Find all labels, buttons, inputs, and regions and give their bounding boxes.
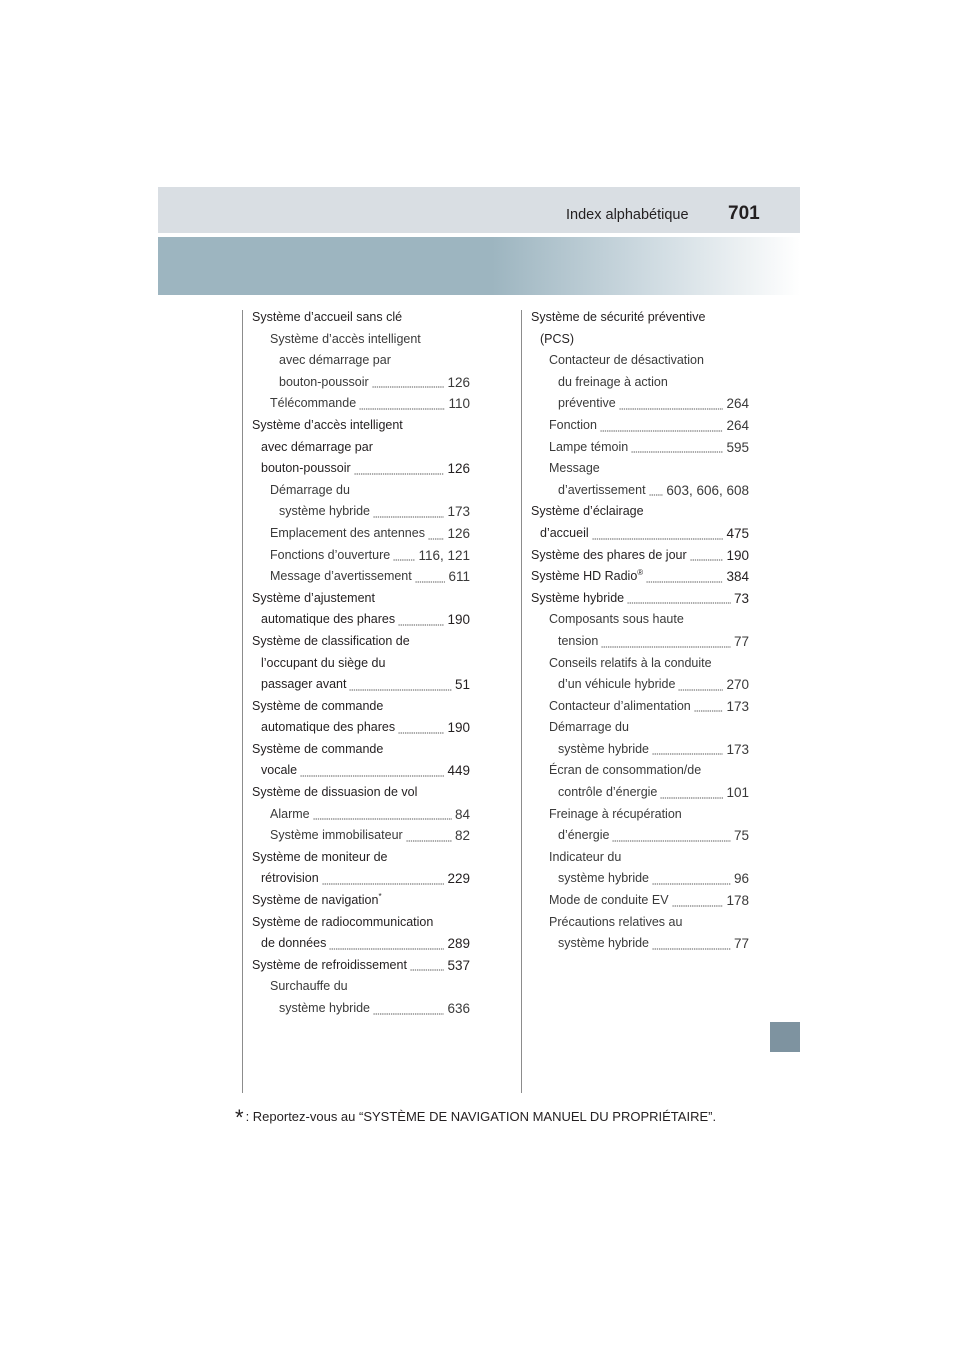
dot-leader	[349, 689, 452, 691]
index-entry-text: contrôle d’énergie	[558, 785, 658, 800]
index-entry-text: d’un véhicule hybride	[558, 677, 676, 692]
index-column-right	[531, 307, 749, 955]
index-entry-page: 190	[446, 609, 470, 631]
index-entry-text: Écran de consommation/de	[549, 763, 702, 778]
index-entry-text: système hybride	[558, 741, 650, 756]
index-entry	[531, 523, 749, 545]
index-entry-page: 537	[446, 955, 470, 977]
index-entry-text: Système de commande	[252, 698, 384, 713]
index-entry	[531, 372, 749, 394]
index-entry-page: 384	[725, 566, 749, 588]
index-entry	[531, 868, 749, 890]
index-entry-text: Système de commande	[252, 741, 384, 756]
footnote-text: : Reportez-vous au “SYSTÈME DE NAVIGATION MANUEL DU PROPRIÉTAIRE”.	[245, 1109, 717, 1124]
index-entry-text: Conseils relatifs à la conduite	[549, 655, 712, 670]
dot-leader	[652, 753, 723, 755]
dot-leader	[373, 1013, 444, 1015]
index-entry-text: Système des phares de jour	[531, 547, 687, 562]
index-entry-text: Système d’éclairage	[531, 504, 644, 519]
index-entry-page: 126	[446, 523, 470, 545]
index-entry-text: Système de navigation*	[252, 891, 382, 908]
index-entry-page: 84	[454, 804, 470, 826]
index-entry-text: automatique des phares	[261, 720, 396, 735]
index-entry	[531, 480, 749, 502]
index-entry	[531, 674, 749, 696]
index-entry	[252, 912, 470, 934]
index-entry-text: Système d’accès intelligent	[270, 331, 421, 346]
index-entry	[252, 501, 470, 523]
index-entry-page: 116, 121	[417, 545, 470, 567]
index-entry-page: 173	[725, 696, 749, 718]
index-entry-page: 82	[454, 825, 470, 847]
index-entry-text: Contacteur de désactivation	[549, 353, 704, 368]
index-entry-text: Mode de conduite EV	[549, 893, 669, 908]
index-entry-text: Alarme	[270, 806, 310, 821]
index-entry-text: Système immobilisateur	[270, 828, 403, 843]
index-entry-page: 73	[733, 588, 749, 610]
index-entry	[531, 912, 749, 934]
index-entry	[531, 307, 749, 329]
dot-leader	[329, 948, 444, 950]
index-entry-page: 449	[446, 760, 470, 782]
decorative-gradient-band	[158, 237, 800, 295]
index-entry-text: Système de dissuasion de vol	[252, 785, 418, 800]
index-entry-text: Message	[549, 461, 600, 476]
index-entry	[252, 890, 470, 912]
index-entry	[252, 674, 470, 696]
index-entry-text: Système de classification de	[252, 633, 410, 648]
index-entry	[531, 545, 749, 567]
index-entry	[531, 782, 749, 804]
dot-leader	[627, 602, 731, 604]
index-entry-page: 595	[725, 437, 749, 459]
index-entry-text: automatique des phares	[261, 612, 396, 627]
dot-leader	[354, 473, 444, 475]
section-title: Index alphabétique	[566, 207, 689, 223]
index-entry-text: vocale	[261, 763, 298, 778]
index-entry-text: (PCS)	[540, 331, 575, 346]
header-band	[158, 187, 800, 233]
index-entry	[252, 350, 470, 372]
index-entry	[531, 501, 749, 523]
dot-leader	[300, 775, 444, 777]
index-entry-text: Système d’accès intelligent	[252, 417, 403, 432]
index-entry-text: Précautions relatives au	[549, 914, 683, 929]
index-entry-text: Démarrage du	[549, 720, 629, 735]
index-column-left	[252, 307, 470, 1020]
index-entry	[252, 437, 470, 459]
dot-leader	[373, 516, 444, 518]
index-entry-text: préventive	[558, 396, 616, 411]
index-entry	[531, 437, 749, 459]
index-entry	[531, 760, 749, 782]
index-entry-page: 270	[725, 674, 749, 696]
index-entry	[252, 782, 470, 804]
index-entry	[252, 393, 470, 415]
dot-leader	[619, 408, 723, 410]
index-entry-text: d’énergie	[558, 828, 610, 843]
footnote-marker: *	[235, 1105, 244, 1130]
dot-leader	[410, 969, 444, 971]
index-entry	[531, 890, 749, 912]
index-entry	[252, 480, 470, 502]
index-entry-page: 264	[725, 393, 749, 415]
section-thumb-tab	[770, 1022, 800, 1052]
index-entry-page: 611	[447, 566, 470, 588]
dot-leader	[631, 451, 723, 453]
dot-leader	[600, 430, 723, 432]
index-entry-text: Système d’accueil sans clé	[252, 310, 403, 324]
index-entry-text: Fonction	[549, 417, 597, 432]
index-entry-page: 190	[446, 717, 470, 739]
index-entry-text: tension	[558, 633, 599, 648]
index-entry-page: 229	[446, 868, 470, 890]
index-entry-text: système hybride	[279, 504, 371, 519]
index-entry	[252, 760, 470, 782]
index-entry-page: 77	[733, 631, 749, 653]
index-entry	[531, 329, 749, 351]
index-entry-page: 178	[725, 890, 749, 912]
index-entry	[531, 696, 749, 718]
dot-leader	[372, 386, 444, 388]
page-number: 701	[728, 203, 760, 224]
index-entry-text: Fonctions d’ouverture	[270, 547, 391, 562]
index-entry-page: 75	[733, 825, 749, 847]
index-entry	[252, 372, 470, 394]
index-entry	[531, 739, 749, 761]
index-entry-page: 173	[446, 501, 470, 523]
index-entry-page: 289	[446, 933, 470, 955]
index-entry-text: de données	[261, 936, 327, 951]
index-entry	[531, 350, 749, 372]
index-entry	[252, 458, 470, 480]
dot-leader	[398, 624, 444, 626]
index-entry	[252, 653, 470, 675]
index-entry	[531, 609, 749, 631]
index-entry	[252, 825, 470, 847]
index-entry	[531, 653, 749, 675]
index-entry	[252, 588, 470, 610]
index-entry	[252, 739, 470, 761]
dot-leader	[393, 559, 415, 561]
index-entry	[252, 609, 470, 631]
dot-leader	[694, 710, 723, 712]
index-entry	[252, 976, 470, 998]
dot-leader	[612, 840, 731, 842]
index-entry	[531, 588, 749, 610]
index-entry	[531, 631, 749, 653]
index-entry-page: 190	[725, 545, 749, 567]
index-entry	[531, 458, 749, 480]
index-entry-text: d’avertissement	[558, 482, 646, 497]
index-entry	[252, 868, 470, 890]
dot-leader	[649, 494, 663, 496]
index-entry	[531, 717, 749, 739]
index-entry-text: avec démarrage par	[261, 439, 373, 454]
dot-leader	[678, 689, 723, 691]
index-entry-page: 173	[725, 739, 749, 761]
index-entry-page: 110	[447, 393, 470, 415]
index-entry	[252, 933, 470, 955]
index-entry-page: 264	[725, 415, 749, 437]
index-entry-text: Surchauffe du	[270, 979, 348, 994]
index-entry	[531, 847, 749, 869]
dot-leader	[690, 559, 723, 561]
index-entry	[252, 545, 470, 567]
index-entry-text: Système HD Radio®	[531, 567, 644, 584]
index-entry-page: 77	[733, 933, 749, 955]
index-entry	[531, 825, 749, 847]
index-entry-text: Contacteur d’alimentation	[549, 698, 691, 713]
index-entry-text: Emplacement des antennes	[270, 525, 425, 540]
index-entry-text: système hybride	[558, 871, 650, 886]
index-entry-text: Démarrage du	[270, 482, 350, 497]
index-entry	[252, 717, 470, 739]
dot-leader	[428, 538, 444, 540]
index-entry	[252, 415, 470, 437]
index-entry	[252, 329, 470, 351]
index-entry	[252, 566, 470, 588]
index-entry	[531, 393, 749, 415]
index-entry-page: 126	[446, 372, 470, 394]
dot-leader	[672, 905, 723, 907]
index-entry	[252, 631, 470, 653]
index-entry-text: Système hybride	[531, 590, 625, 605]
index-entry	[252, 998, 470, 1020]
index-entry-text: système hybride	[558, 936, 650, 951]
index-entry-text: Système d’ajustement	[252, 590, 375, 605]
column-divider-right	[521, 310, 522, 1093]
index-entry	[252, 955, 470, 977]
index-entry-text: rétrovision	[261, 871, 319, 886]
dot-leader	[592, 538, 723, 540]
index-entry-page: 101	[725, 782, 749, 804]
dot-leader	[398, 732, 444, 734]
index-entry-text: Système de sécurité préventive	[531, 310, 706, 324]
column-divider-left	[242, 310, 243, 1093]
dot-leader	[646, 581, 723, 583]
index-entry-page: 96	[733, 868, 749, 890]
index-entry-text: Système de refroidissement	[252, 957, 407, 972]
index-entry-text: du freinage à action	[558, 374, 668, 389]
index-entry	[531, 804, 749, 826]
footnote	[235, 1101, 717, 1130]
index-entry-text: Indicateur du	[549, 849, 622, 864]
index-entry-page: 603, 606, 608	[665, 480, 749, 502]
index-entry-text: Télécommande	[270, 396, 357, 411]
index-entry-page: 51	[454, 674, 470, 696]
dot-leader	[406, 840, 452, 842]
index-entry-text: bouton-poussoir	[261, 461, 351, 476]
index-entry-text: Composants sous haute	[549, 612, 684, 627]
index-entry-text: l’occupant du siège du	[261, 655, 386, 670]
index-entry	[252, 804, 470, 826]
index-entry-text: Message d’avertissement	[270, 569, 412, 584]
index-entry-text: Système de moniteur de	[252, 849, 388, 864]
index-entry-text: avec démarrage par	[279, 353, 391, 368]
dot-leader	[660, 797, 723, 799]
dot-leader	[415, 581, 445, 583]
index-entry-text: système hybride	[279, 1001, 371, 1015]
index-entry-text: Système de radiocommunication	[252, 914, 434, 929]
dot-leader	[322, 883, 444, 885]
index-entry	[531, 415, 749, 437]
index-entry	[252, 847, 470, 869]
index-entry	[252, 523, 470, 545]
index-entry-text: Lampe témoin	[549, 439, 629, 454]
index-entry-text: d’accueil	[540, 525, 589, 540]
index-entry-page: 126	[446, 458, 470, 480]
index-entry	[252, 307, 470, 329]
dot-leader	[652, 948, 731, 950]
index-entry-page: 636	[446, 998, 470, 1020]
index-entry	[531, 933, 749, 955]
index-entry-text: passager avant	[261, 677, 347, 692]
dot-leader	[313, 818, 452, 820]
index-entry	[531, 566, 749, 588]
dot-leader	[359, 408, 445, 410]
index-entry	[252, 696, 470, 718]
index-entry-text: bouton-poussoir	[279, 374, 369, 389]
index-entry-text: Freinage à récupération	[549, 806, 682, 821]
index-entry-page: 475	[725, 523, 749, 545]
dot-leader	[652, 883, 731, 885]
dot-leader	[601, 646, 731, 648]
